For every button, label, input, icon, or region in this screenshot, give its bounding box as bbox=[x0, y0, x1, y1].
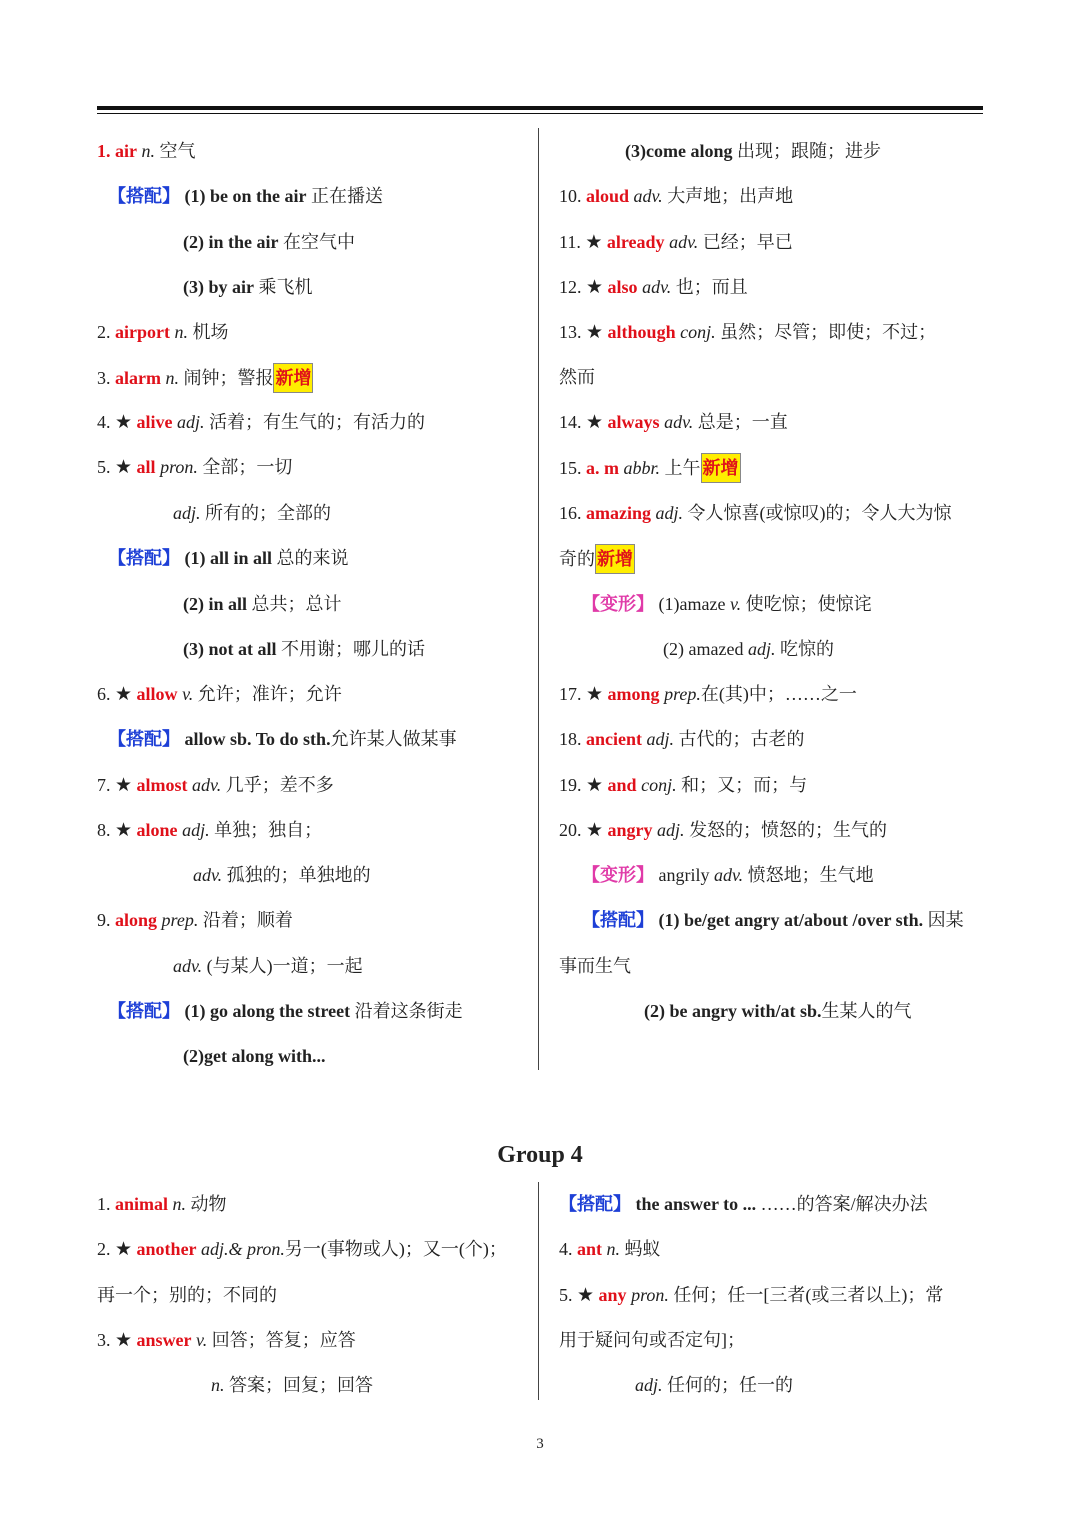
entry-alarm: 3. alarm n. 闹钟；警报 新增 bbox=[97, 363, 313, 391]
headword: allow bbox=[136, 684, 178, 704]
star-icon: ★ bbox=[115, 820, 133, 841]
entry-among: 17. ★ among prep.在(其)中；……之一 bbox=[559, 684, 857, 705]
collocation-line: 【搭配】 (1) be on the air 正在播送 bbox=[108, 186, 383, 206]
collocation-line: 【搭配】 the answer to ... ……的答案/解决办法 bbox=[559, 1194, 928, 1214]
collocation-tag: 【搭配】 bbox=[108, 729, 180, 749]
entry-alive: 4. ★ alive adj. 活着；有生气的；有活力的 bbox=[97, 412, 426, 433]
new-badge: 新增 bbox=[701, 453, 741, 483]
collocation-tag: 【搭配】 bbox=[108, 548, 180, 568]
collocation-line: 【搭配】 (1) go along the street 沿着这条街走 bbox=[108, 1001, 463, 1021]
column-divider-bottom bbox=[538, 1182, 539, 1400]
entry-and: 19. ★ and conj. 和；又；而；与 bbox=[559, 775, 808, 796]
headword: airport bbox=[115, 322, 170, 342]
entry-answer: 3. ★ answer v. 回答；答复；应答 bbox=[97, 1330, 356, 1351]
entry-any: 5. ★ any pron. 任何；任一[三者(或三者以上)；常 bbox=[559, 1285, 944, 1306]
headword: another bbox=[136, 1239, 197, 1259]
star-icon: ★ bbox=[115, 775, 133, 796]
entry-all: 5. ★ all pron. 全部；一切 bbox=[97, 457, 293, 478]
star-icon: ★ bbox=[115, 412, 133, 433]
collocation-line: (2)get along with... bbox=[183, 1046, 326, 1066]
collocation-line: (2) be angry with/at sb.生某人的气 bbox=[644, 1001, 912, 1021]
entry-sub-sense: adj. 所有的；全部的 bbox=[173, 503, 332, 523]
headword: all bbox=[136, 457, 156, 477]
entry-ant: 4. ant n. 蚂蚁 bbox=[559, 1239, 661, 1259]
headword: amazing bbox=[586, 503, 651, 523]
star-icon: ★ bbox=[115, 1330, 133, 1351]
entry-aloud: 10. aloud adv. 大声地；出声地 bbox=[559, 186, 794, 206]
column-divider-top bbox=[538, 128, 539, 1070]
entry-allow: 6. ★ allow v. 允许；准许；允许 bbox=[97, 684, 342, 705]
entry-sub-sense: n. 答案；回复；回答 bbox=[211, 1375, 373, 1395]
headword: always bbox=[607, 412, 660, 432]
entry-air: 1. air n. 空气 bbox=[97, 141, 196, 161]
star-icon: ★ bbox=[586, 277, 604, 298]
entry-along: 9. along prep. 沿着；顺着 bbox=[97, 910, 293, 930]
entry-sub-sense: adv. (与某人)一道；一起 bbox=[173, 956, 363, 976]
entry-angry: 20. ★ angry adj. 发怒的；愤怒的；生气的 bbox=[559, 820, 888, 841]
collocation-tag: 【搭配】 bbox=[108, 1001, 180, 1021]
star-icon: ★ bbox=[115, 684, 133, 705]
entry-another: 2. ★ another adj.& pron.另一(事物或人)；又一(个)； bbox=[97, 1239, 507, 1260]
star-icon: ★ bbox=[115, 1239, 133, 1260]
entry-continuation: 用于疑问句或否定句]； bbox=[559, 1330, 745, 1350]
collocation-line: (2) in all 总共；总计 bbox=[183, 594, 342, 614]
group-title: Group 4 bbox=[497, 1142, 583, 1168]
inflection-line: 【变形】 (1)amaze v. 使吃惊；使惊诧 bbox=[582, 594, 872, 614]
headword: air bbox=[115, 141, 137, 161]
headword: alone bbox=[136, 820, 178, 840]
collocation-line: 【搭配】 (1) all in all 总的来说 bbox=[108, 548, 349, 568]
entry-continuation: 然而 bbox=[559, 367, 595, 387]
header-rule-thick bbox=[97, 106, 983, 110]
star-icon: ★ bbox=[586, 775, 604, 796]
headword: aloud bbox=[586, 186, 630, 206]
star-icon: ★ bbox=[586, 684, 604, 705]
entry-am: 15. a. m abbr. 上午 新增 bbox=[559, 453, 741, 481]
entry-animal: 1. animal n. 动物 bbox=[97, 1194, 227, 1214]
headword: although bbox=[607, 322, 676, 342]
new-badge: 新增 bbox=[273, 363, 313, 393]
entry-although: 13. ★ although conj. 虽然；尽管；即使；不过； bbox=[559, 322, 937, 343]
collocation-tag: 【搭配】 bbox=[559, 1194, 631, 1214]
page-number: 3 bbox=[536, 1436, 544, 1452]
inflection-line: 【变形】 angrily adv. 愤怒地；生气地 bbox=[582, 865, 874, 885]
headword: alive bbox=[136, 412, 173, 432]
entry-continuation: 奇的 新增 bbox=[559, 544, 635, 572]
inflection-tag: 【变形】 bbox=[582, 865, 654, 885]
collocation-line: (2) in the air 在空气中 bbox=[183, 232, 355, 252]
star-icon: ★ bbox=[577, 1285, 595, 1306]
star-icon: ★ bbox=[586, 322, 604, 343]
headword: angry bbox=[607, 820, 653, 840]
collocation-line: (3)come along 出现；跟随；进步 bbox=[625, 141, 881, 161]
headword: also bbox=[607, 277, 638, 297]
entry-continuation: 再一个；别的；不同的 bbox=[97, 1285, 277, 1305]
star-icon: ★ bbox=[115, 457, 133, 478]
headword: among bbox=[607, 684, 660, 704]
entry-amazing: 16. amazing adj. 令人惊喜(或惊叹)的；令人大为惊 bbox=[559, 503, 952, 523]
entry-ancient: 18. ancient adj. 古代的；古老的 bbox=[559, 729, 805, 749]
entry-always: 14. ★ always adv. 总是；一直 bbox=[559, 412, 788, 433]
collocation-tag: 【搭配】 bbox=[108, 186, 180, 206]
entry-already: 11. ★ already adv. 已经；早已 bbox=[559, 232, 793, 253]
collocation-line: 【搭配】 allow sb. To do sth.允许某人做某事 bbox=[108, 729, 457, 749]
collocation-line: (3) by air 乘飞机 bbox=[183, 277, 313, 297]
star-icon: ★ bbox=[586, 412, 604, 433]
headword: ancient bbox=[586, 729, 642, 749]
star-icon: ★ bbox=[586, 820, 604, 841]
entry-continuation: 事而生气 bbox=[559, 956, 631, 976]
collocation-line: 【搭配】 (1) be/get angry at/about /over sth. 因某 bbox=[582, 910, 964, 930]
headword: and bbox=[607, 775, 637, 795]
star-icon: ★ bbox=[585, 232, 603, 253]
headword: almost bbox=[136, 775, 188, 795]
entry-airport: 2. airport n. 机场 bbox=[97, 322, 229, 342]
entry-also: 12. ★ also adv. 也；而且 bbox=[559, 277, 748, 298]
header-rule-thin bbox=[97, 113, 983, 114]
entry-sub-sense: adj. 任何的；任一的 bbox=[635, 1375, 794, 1395]
headword: along bbox=[115, 910, 158, 930]
new-badge: 新增 bbox=[595, 544, 635, 574]
headword: any bbox=[598, 1285, 627, 1305]
collocation-tag: 【搭配】 bbox=[582, 910, 654, 930]
entry-sub-sense: adv. 孤独的；单独地的 bbox=[193, 865, 371, 885]
entry-almost: 7. ★ almost adv. 几乎；差不多 bbox=[97, 775, 334, 796]
headword: animal bbox=[115, 1194, 169, 1214]
headword: a. m bbox=[586, 458, 619, 478]
inflection-tag: 【变形】 bbox=[582, 594, 654, 614]
entry-alone: 8. ★ alone adj. 单独；独自； bbox=[97, 820, 323, 841]
collocation-line: (3) not at all 不用谢；哪儿的话 bbox=[183, 639, 425, 659]
headword: alarm bbox=[115, 368, 161, 388]
headword: ant bbox=[577, 1239, 603, 1259]
headword: answer bbox=[136, 1330, 192, 1350]
inflection-line: (2) amazed adj. 吃惊的 bbox=[663, 639, 834, 659]
headword: already bbox=[606, 232, 665, 252]
